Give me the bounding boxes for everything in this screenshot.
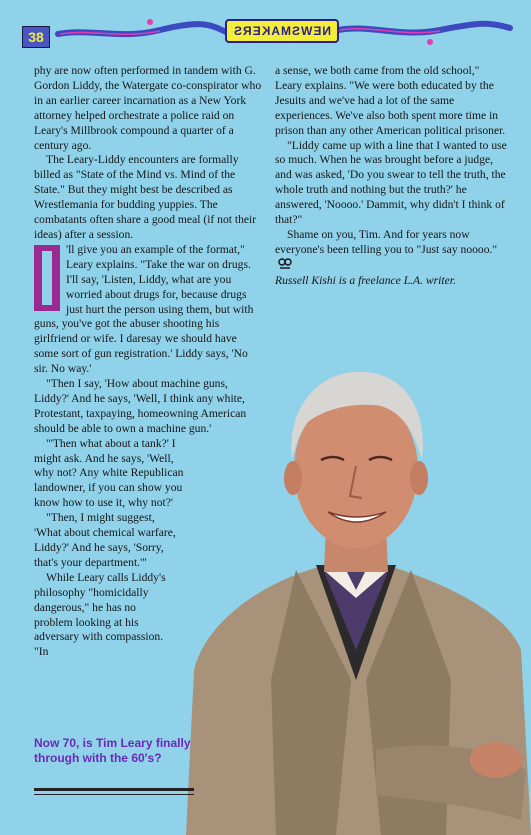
pull-quote-rule bbox=[34, 788, 194, 791]
paragraph: While Leary calls Liddy's philosophy "homicidally dangerous," he has no problem looking at his adversary with compassion. "In bbox=[34, 570, 166, 659]
end-mark-icon bbox=[278, 258, 292, 270]
paragraph: phy are now often performed in tandem with G. Gordon Liddy, the Watergate co-conspirator who in an earlier career incarnation as a New York attorney helped orchestrate a police raid on Leary's Millbrook compound a quarter of a century ago. bbox=[34, 64, 262, 152]
byline: Russell Kishi is a freelance L.A. writer. bbox=[275, 273, 456, 287]
paragraph-text: Shame on you, Tim. And for years now everyone's been telling you to "Just say noooo." bbox=[275, 227, 498, 256]
section-title: NEWSMAKERS bbox=[233, 24, 332, 38]
page-number: 38 bbox=[22, 26, 50, 48]
paragraph: "Then I say, 'How about machine guns, Liddy?' And he says, 'Well, I think any white, Protestant, taxpaying, homeowning American should be able to own a machine gun.' bbox=[34, 377, 247, 435]
right-column bbox=[275, 64, 507, 289]
paragraph: 'll give you an example of the format," Leary explains. "Take the war on drugs. I'll say, 'Listen, Liddy, what are you worried about drugs for, because drugs just hurt the person using them, but with guns, you've got the abuser shooting his girlfriend or wife. I daresay we should have some sort of gun registration.' Liddy says, 'No sir. No way.' bbox=[34, 242, 254, 376]
dropcap-i-glyph bbox=[34, 245, 60, 311]
paragraph: "Liddy came up with a line that I wanted to use so much. When he was brought before a judge, and was asked, 'Do you swear to tell the truth, the whole truth and nothing but the truth?' he answered, 'Noooo.' Dammit, why didn't I think of that?" bbox=[275, 138, 507, 227]
paragraph: "'Then what about a tank?' I might ask. And he says, 'Well, why not? Any white Republican landowner, if you can show you know how to use it, why not?' bbox=[34, 436, 184, 510]
pull-quote: Now 70, is Tim Leary finally through with the 60's? bbox=[34, 736, 191, 765]
portrait-photo bbox=[176, 350, 531, 835]
pull-quote-rule-thin bbox=[34, 794, 194, 795]
paragraph: "Then, I might suggest, 'What about chemical warfare, Liddy?' And he says, 'Sorry, that's your department.'" bbox=[34, 511, 176, 569]
paragraph: The Leary-Liddy encounters are formally billed as "State of the Mind vs. Mind of the State." But they might best be described as Wrestlemania for budding yuppies. The combatants often share a good meal (if not their ideas) after a session. bbox=[34, 153, 257, 241]
paragraph bbox=[275, 228, 507, 274]
paragraph: a sense, we both came from the old school," Leary explains. "We were both educated by the Jesuits and we've had a lot of the same experiences. We've also both spent more time in prison than any other American political prisoner. bbox=[275, 64, 506, 137]
header-band bbox=[0, 0, 531, 60]
dropcap-letter bbox=[34, 245, 60, 311]
